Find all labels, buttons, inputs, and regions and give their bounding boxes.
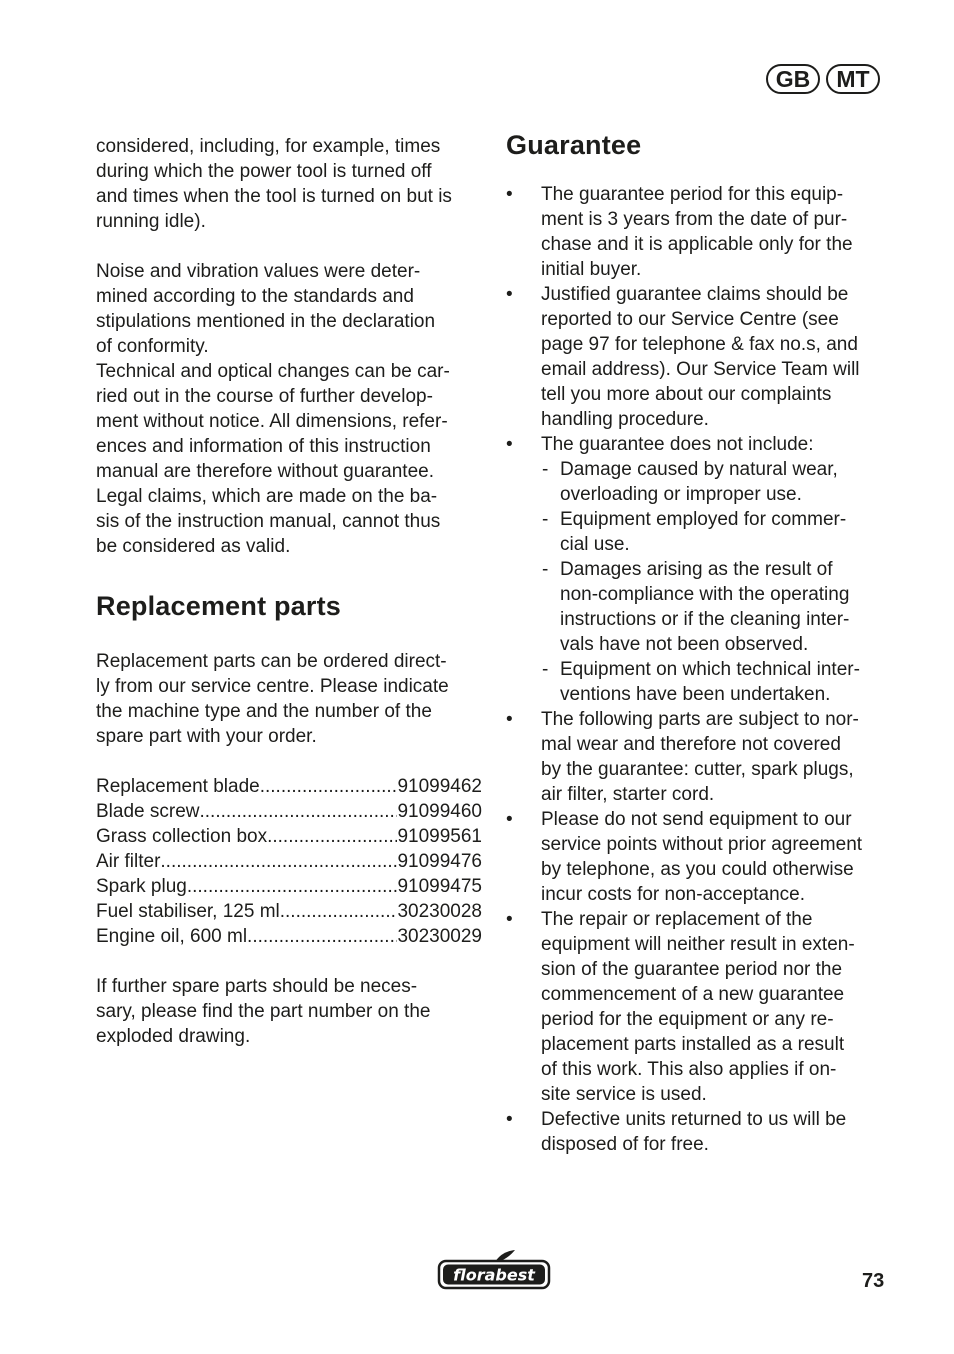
replacement-parts-heading: Replacement parts	[96, 591, 341, 621]
text-line: Replacement parts can be ordered direct-	[96, 651, 447, 672]
guarantee-list	[506, 182, 896, 1157]
dot-leader	[260, 774, 398, 799]
page-number: 73	[862, 1270, 885, 1292]
brand-wordmark: florabest	[453, 1265, 535, 1285]
dash-icon: -	[542, 459, 549, 480]
bullet-icon: •	[506, 809, 513, 830]
text-line: Defective units returned to us will be	[541, 1109, 847, 1130]
text-line: Equipment on which technical inter-	[560, 659, 860, 680]
text-line: ment is 3 years from the date of pur-	[541, 209, 848, 230]
text-line: during which the power tool is turned off	[96, 161, 432, 182]
text-line: Damages arising as the result of	[560, 559, 833, 580]
dash-icon: -	[542, 659, 549, 680]
sub-list-item	[541, 457, 896, 507]
part-row	[96, 874, 482, 899]
text-line: email address). Our Service Team will	[541, 359, 860, 380]
part-row	[96, 799, 482, 824]
text-line: incur costs for non-acceptance.	[541, 884, 806, 905]
part-name: Spark plug	[96, 876, 187, 897]
part-number: 91099475	[397, 876, 482, 897]
dot-leader	[187, 874, 398, 899]
part-name: Fuel stabiliser, 125 ml	[96, 901, 280, 922]
text-line: Technical and optical changes can be car-	[96, 361, 450, 382]
text-line: ried out in the course of further develop-	[96, 386, 433, 407]
text-line: considered, including, for example, times	[96, 136, 441, 157]
text-line: Justified guarantee claims should be	[541, 284, 849, 305]
part-number: 91099476	[397, 851, 482, 872]
part-name: Blade screw	[96, 801, 200, 822]
part-name: Engine oil, 600 ml	[96, 926, 248, 947]
part-name: Replacement blade	[96, 776, 260, 797]
text-line: ventions have been undertaken.	[560, 684, 831, 705]
list-item	[506, 182, 896, 282]
text-line: sion of the guarantee period nor the	[541, 959, 843, 980]
part-row	[96, 924, 482, 949]
bullet-icon: •	[506, 434, 513, 455]
dot-leader	[267, 824, 397, 849]
text-line: manual are therefore without guarantee.	[96, 461, 434, 482]
text-line: initial buyer.	[541, 259, 642, 280]
dot-leader	[280, 899, 398, 924]
bullet-icon: •	[506, 184, 513, 205]
part-number: 30230029	[397, 926, 482, 947]
bullet-icon: •	[506, 1109, 513, 1130]
closing-paragraph	[96, 974, 482, 1049]
text-line: chase and it is applicable only for the	[541, 234, 853, 255]
dash-icon: -	[542, 509, 549, 530]
text-line: Please do not send equipment to our	[541, 809, 852, 830]
text-line: placement parts installed as a result	[541, 1034, 845, 1055]
list-item	[506, 282, 896, 432]
exclusions-list	[541, 457, 896, 707]
dash-icon: -	[542, 559, 549, 580]
text-line: the machine type and the number of the	[96, 701, 432, 722]
text-line: Legal claims, which are made on the ba-	[96, 486, 438, 507]
text-line: of this work. This also applies if on-	[541, 1059, 837, 1080]
text-line: ment without notice. All dimensions, refer-	[96, 411, 448, 432]
text-line: exploded drawing.	[96, 1026, 251, 1047]
text-line: equipment will neither result in exten-	[541, 934, 855, 955]
part-row	[96, 824, 482, 849]
part-number: 30230028	[397, 901, 482, 922]
part-name: Grass collection box	[96, 826, 268, 847]
text-line: Noise and vibration values were deter-	[96, 261, 421, 282]
sub-list-item	[541, 507, 896, 557]
left-column	[96, 134, 482, 1049]
florabest-logo	[437, 1249, 551, 1291]
text-line: by the guarantee: cutter, spark plugs,	[541, 759, 854, 780]
lang-badge-mt: MT	[826, 64, 880, 94]
text-line: spare part with your order.	[96, 726, 317, 747]
text-line: air filter, starter cord.	[541, 784, 715, 805]
dot-leader	[160, 849, 397, 874]
text-line: service points without prior agreement	[541, 834, 863, 855]
text-line: period for the equipment or any re-	[541, 1009, 834, 1030]
text-line: vals have not been observed.	[560, 634, 809, 655]
text-line: mal wear and therefore not covered	[541, 734, 841, 755]
text-line: site service is used.	[541, 1084, 707, 1105]
text-line: stipulations mentioned in the declaration	[96, 311, 436, 332]
text-line: of conformity.	[96, 336, 209, 357]
text-line: by telephone, as you could otherwise	[541, 859, 854, 880]
list-item	[506, 707, 896, 807]
language-badges	[766, 64, 880, 94]
replacement-intro	[96, 649, 482, 749]
dot-leader	[247, 924, 397, 949]
part-row	[96, 774, 482, 799]
text-line: page 97 for telephone & fax no.s, and	[541, 334, 858, 355]
intro-paragraph	[96, 134, 482, 234]
right-column	[506, 130, 896, 1157]
parts-list	[96, 774, 482, 949]
list-item	[506, 432, 896, 707]
text-line: running idle).	[96, 211, 206, 232]
text-line: mined according to the standards and	[96, 286, 414, 307]
part-row	[96, 849, 482, 874]
text-line: cial use.	[560, 534, 630, 555]
guarantee-heading: Guarantee	[506, 130, 642, 160]
text-line: and times when the tool is turned on but is	[96, 186, 452, 207]
part-row	[96, 899, 482, 924]
text-line: The following parts are subject to nor-	[541, 709, 859, 730]
bullet-icon: •	[506, 909, 513, 930]
part-number: 91099561	[397, 826, 482, 847]
text-line: ly from our service centre. Please indicate	[96, 676, 449, 697]
list-item	[506, 807, 896, 907]
text-line: If further spare parts should be neces-	[96, 976, 418, 997]
text-line: instructions or if the cleaning inter-	[560, 609, 850, 630]
text-line: tell you more about our complaints	[541, 384, 832, 405]
list-item	[506, 907, 896, 1107]
text-line: disposed of for free.	[541, 1134, 709, 1155]
sub-list-item	[541, 657, 896, 707]
text-line: sary, please find the part number on the	[96, 1001, 431, 1022]
bullet-icon: •	[506, 284, 513, 305]
text-line: The guarantee does not include:	[541, 434, 814, 455]
text-line: overloading or improper use.	[560, 484, 802, 505]
text-line: Equipment employed for commer-	[560, 509, 847, 530]
part-number: 91099460	[397, 801, 482, 822]
dot-leader	[200, 799, 398, 824]
text-line: be considered as valid.	[96, 536, 291, 557]
text-line: The guarantee period for this equip-	[541, 184, 844, 205]
text-line: handling procedure.	[541, 409, 709, 430]
text-line: ences and information of this instruction	[96, 436, 431, 457]
text-line: The repair or replacement of the	[541, 909, 813, 930]
sub-list-item	[541, 557, 896, 657]
lang-badge-gb: GB	[766, 64, 820, 94]
list-item	[506, 1107, 896, 1157]
text-line: commencement of a new guarantee	[541, 984, 845, 1005]
part-name: Air filter	[96, 851, 161, 872]
text-line: sis of the instruction manual, cannot thus	[96, 511, 441, 532]
bullet-icon: •	[506, 709, 513, 730]
noise-paragraph	[96, 259, 482, 559]
text-line: non-compliance with the operating	[560, 584, 850, 605]
part-number: 91099462	[397, 776, 482, 797]
text-line: reported to our Service Centre (see	[541, 309, 839, 330]
text-line: Damage caused by natural wear,	[560, 459, 838, 480]
